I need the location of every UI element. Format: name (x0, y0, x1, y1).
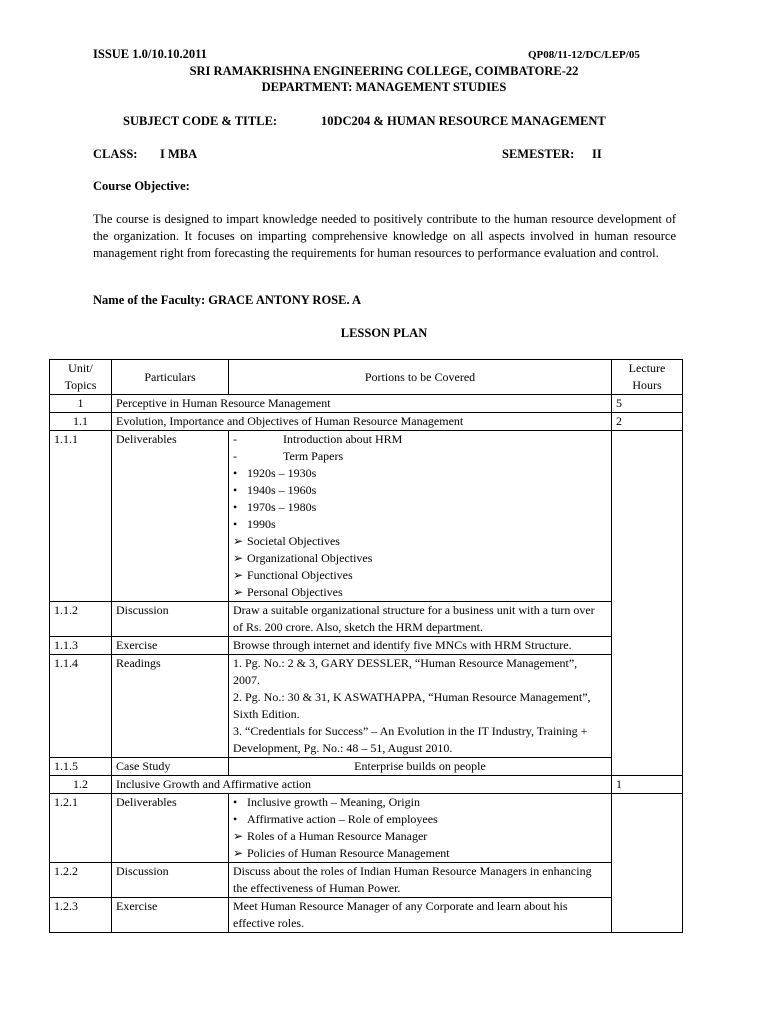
department-name: DEPARTMENT: MANAGEMENT STUDIES (261, 80, 507, 94)
bullet-icon: • (233, 466, 238, 480)
portions-cell (229, 655, 612, 758)
list-item: • 1940s – 1960s (233, 483, 317, 497)
particulars-cell: Deliverables (112, 431, 229, 602)
list-item: • Affirmative action – Role of employees (233, 812, 438, 826)
list-item: • 1990s (233, 517, 276, 531)
portions-cell: Enterprise builds on people (229, 758, 612, 776)
particulars-cell: Deliverables (112, 794, 229, 863)
table-row (50, 758, 683, 776)
hours-cell (612, 794, 683, 933)
table-row (50, 413, 683, 431)
unit-cell: 1.1.2 (50, 602, 112, 637)
header-particulars: Particulars (112, 360, 229, 395)
table-row (50, 863, 683, 898)
table-row (50, 655, 683, 758)
list-item: - Introduction about HRM (233, 432, 403, 446)
arrow-bullet-icon: ➢ (233, 534, 244, 548)
subject-value: 10DC204 & HUMAN RESOURCE MANAGEMENT (321, 114, 606, 128)
list-item: ➢ Policies of Human Resource Management (233, 846, 450, 860)
topic-title: Evolution, Importance and Objectives of Human Resource Management (112, 413, 612, 431)
semester-value: II (592, 147, 602, 161)
table-row (50, 776, 683, 794)
class-value: I MBA (160, 147, 198, 161)
table-row (50, 431, 683, 602)
bullet-icon: • (233, 795, 238, 809)
bullet-icon: • (233, 483, 238, 497)
bullet-icon: • (233, 500, 238, 514)
list-item: ➢ Roles of a Human Resource Manager (233, 829, 428, 843)
header-unit: Unit/ Topics (50, 360, 112, 395)
document-code: QP08/11-12/DC/LEP/05 (528, 49, 640, 61)
table-row (50, 637, 683, 655)
particulars-cell: Exercise (112, 637, 229, 655)
list-item: • Inclusive growth – Meaning, Origin (233, 795, 420, 809)
list-item: ➢ Societal Objectives (233, 534, 340, 548)
table-header-row (50, 360, 683, 395)
college-name: SRI RAMAKRISHNA ENGINEERING COLLEGE, COIMBATORE-22 (189, 64, 579, 78)
list-item: ➢ Organizational Objectives (233, 551, 373, 565)
lesson-plan-table (49, 359, 683, 933)
portions-cell (229, 794, 612, 863)
portions-cell: Discuss about the roles of Indian Human Resource Managers in enhancing the effectiveness of Human Power. (229, 863, 612, 898)
header-lecture-hours: Lecture Hours (612, 360, 683, 395)
table-row (50, 794, 683, 863)
hours-cell: 2 (612, 413, 683, 431)
reading-item: 3. “Credentials for Success” – An Evolution in the IT Industry, Training + Development, Pg. No.: 48 – 51, August 2010. (233, 724, 588, 755)
unit-cell: 1 (50, 395, 112, 413)
subject-label: SUBJECT CODE & TITLE: (123, 114, 278, 128)
particulars-cell: Exercise (112, 898, 229, 933)
course-objective-text: The course is designed to impart knowledge needed to positively contribute to the human resource development of the organization. It focuses on imparting comprehensive knowledge on all aspects involved in human resource management right from forecasting the requirements for human resources to performance evaluation and control. (93, 212, 676, 260)
particulars-cell: Discussion (112, 863, 229, 898)
list-item: - Term Papers (233, 449, 344, 463)
class-label: CLASS: (93, 147, 138, 161)
topic-title: Inclusive Growth and Affirmative action (112, 776, 612, 794)
arrow-bullet-icon: ➢ (233, 585, 244, 599)
table-row (50, 602, 683, 637)
list-item: ➢ Personal Objectives (233, 585, 343, 599)
particulars-cell: Discussion (112, 602, 229, 637)
portions-cell: Meet Human Resource Manager of any Corporate and learn about his effective roles. (229, 898, 612, 933)
bullet-icon: • (233, 812, 238, 826)
arrow-bullet-icon: ➢ (233, 568, 244, 582)
unit-cell: 1.1.1 (50, 431, 112, 602)
topic-title: Perceptive in Human Resource Management (112, 395, 612, 413)
unit-cell: 1.1.5 (50, 758, 112, 776)
hours-cell: 1 (612, 776, 683, 794)
unit-cell: 1.1.3 (50, 637, 112, 655)
list-item: • 1920s – 1930s (233, 466, 317, 480)
unit-cell: 1.1 (50, 413, 112, 431)
portions-cell: Draw a suitable organizational structure for a business unit with a turn over of Rs. 200 crore. Also, sketch the HRM department. (229, 602, 612, 637)
unit-cell: 1.1.4 (50, 655, 112, 758)
table-row (50, 395, 683, 413)
arrow-bullet-icon: ➢ (233, 551, 244, 565)
hours-cell: 5 (612, 395, 683, 413)
reading-item: 1. Pg. No.: 2 & 3, GARY DESSLER, “Human Resource Management”, 2007. (233, 656, 578, 687)
course-objective-heading: Course Objective: (93, 179, 190, 193)
particulars-cell: Case Study (112, 758, 229, 776)
table-row (50, 898, 683, 933)
reading-item: 2. Pg. No.: 30 & 31, K ASWATHAPPA, “Human Resource Management”, Sixth Edition. (233, 690, 591, 721)
bullet-icon: • (233, 517, 238, 531)
semester-label: SEMESTER: (502, 147, 575, 161)
arrow-bullet-icon: ➢ (233, 829, 244, 843)
portions-cell: Browse through internet and identify five MNCs with HRM Structure. (229, 637, 612, 655)
unit-cell: 1.2 (50, 776, 112, 794)
issue-number: ISSUE 1.0/10.10.2011 (93, 47, 207, 61)
arrow-bullet-icon: ➢ (233, 846, 244, 860)
header-portions: Portions to be Covered (229, 360, 612, 395)
unit-cell: 1.2.2 (50, 863, 112, 898)
unit-cell: 1.2.1 (50, 794, 112, 863)
portions-cell (229, 431, 612, 602)
list-item: • 1970s – 1980s (233, 500, 317, 514)
lesson-plan-title: LESSON PLAN (340, 326, 428, 340)
particulars-cell: Readings (112, 655, 229, 758)
hours-cell (612, 431, 683, 776)
unit-cell: 1.2.3 (50, 898, 112, 933)
faculty-name: Name of the Faculty: GRACE ANTONY ROSE. A (93, 293, 362, 307)
list-item: ➢ Functional Objectives (233, 568, 353, 582)
